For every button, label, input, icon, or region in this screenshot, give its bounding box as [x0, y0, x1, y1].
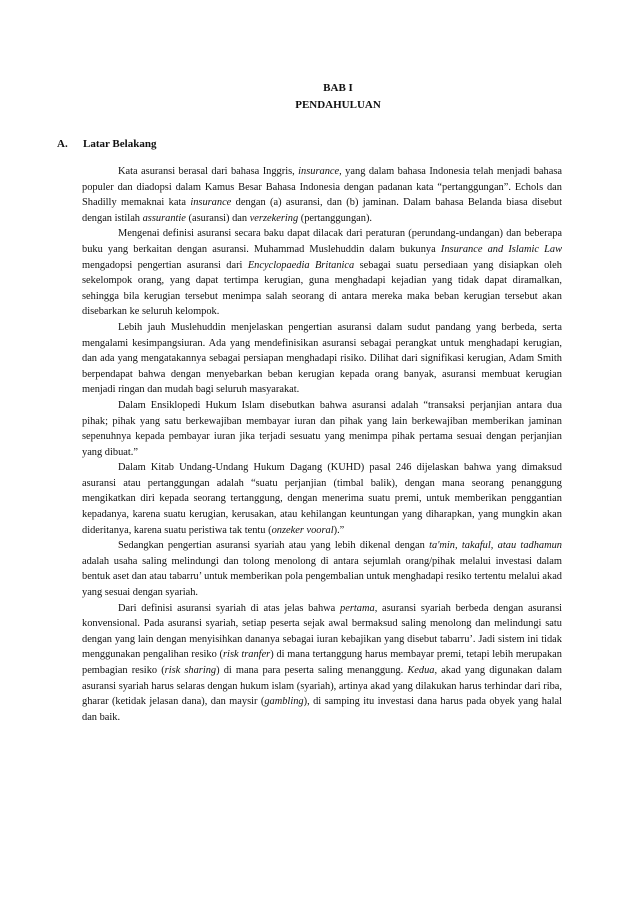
italic-term: risk sharing	[164, 665, 217, 676]
italic-term: Encyclopaedia Britanica	[247, 259, 355, 271]
text-run: Kata asuransi berasal dari bahasa Inggris,	[118, 166, 299, 177]
paragraph	[82, 320, 562, 398]
text-run: Dalam Kitab Undang-Undang Hukum Dagang (KUHD) pasal 246 dijelaskan bahwa yang dimaksud asuransi atau pertanggungan adalah “suatu perjanjian (timbal balik), dengan mana seorang penanggung mengikatkan diri kepada seorang tertanggung, dengan menerima suatu premi, untuk memberikan penggantian kepadanya, karena suatu kerugian, kerusakan, atau kehilangan keuntungan yang diharapkan, yang mungkin akan dideritanya, karena suatu peristiwa tak tentu (	[82, 462, 562, 536]
text-run: dengan (a) asuransi, dan (b) jaminan. Dalam bahasa Belanda biasa disebut dengan istilah	[82, 197, 563, 224]
text-run: sebagai suatu persediaan yang disiapkan oleh sekelompok orang, yang dapat tertimpa kerugian, guna menghadapi kejadian yang tidak dapat diramalkan, sehingga bila kerugian tersebut menimpa salah seorang di antara mereka maka beban kerugian tersebut akan disebarkan ke seluruh kelompok.	[82, 259, 562, 318]
text-run: Dalam Ensiklopedi Hukum Islam disebutkan bahwa asuransi adalah “transaksi perjanjian antara dua pihak; pihak yang satu berkewajiban membayar iuran dan pihak yang lain berkewajiban memberikan jaminan sepenuhnya kepada pembayar iuran jika terjadi sesuatu yang menimpa pihak pertama sesuai dengan perjanjian yang dibuat.”	[82, 399, 562, 458]
italic-term: verzekering	[249, 212, 299, 224]
section-heading	[57, 138, 156, 150]
text-run: Mengenai definisi asuransi secara baku dapat dilacak dari peraturan (perundang-undangan) dan beberapa buku yang berkaitan dengan asuransi. Muhammad Muslehuddin dalam bukunya	[82, 228, 562, 255]
paragraph	[82, 601, 562, 726]
chapter-number: BAB I	[323, 82, 353, 94]
text-run: adalah usaha saling melindungi dan tolong menolong di antara sejumlah orang/pihak melalui investasi dalam bentuk aset dan atau tabarru’ untuk memberikan pola pengembalian untuk menghadapi resiko tertentu melalui akad yang sesuai dengan syariah.	[82, 555, 562, 599]
text-run: (asuransi) dan	[185, 212, 250, 224]
italic-term: pertama	[340, 602, 375, 614]
text-run: ) di mana tertanggung harus membayar premi, tetapi lebih merupakan pembagian resiko (	[82, 649, 562, 676]
text-run: Dari definisi asuransi syariah di atas jelas bahwa	[118, 602, 341, 614]
text-run: mengadopsi pengertian asuransi dari	[82, 259, 248, 271]
body-text	[82, 164, 562, 725]
paragraph	[82, 398, 562, 460]
text-run: , asuransi syariah berbeda dengan asuransi konvensional. Pada asuransi syariah, setiap peserta sejak awal bermaksud saling menolong dan melindungi satu dengan yang lain dengan menyisihkan dananya sebagai iuran kebajikan yang disebut tabarru’. Jadi sistem ini tidak menggunakan pengalihan resiko (	[82, 602, 562, 661]
section-number: A.	[57, 138, 68, 150]
text-run: ), di samping itu investasi dana harus pada obyek yang halal dan baik.	[82, 696, 562, 723]
italic-term: risk tranfer	[223, 649, 271, 661]
text-run: (pertanggungan).	[298, 212, 373, 224]
text-run: yang dalam bahasa Indonesia telah menjadi bahasa populer dan diadopsi dalam Kamus Besar Bahasa Indonesia dengan padanan kata “pertanggungan”. Echols dan Shadilly memaknai kata	[82, 166, 562, 209]
italic-term: Kedua	[407, 665, 435, 676]
paragraph	[82, 538, 562, 600]
paragraph	[82, 226, 562, 320]
italic-term: assurantie	[142, 212, 186, 224]
text-run: Lebih jauh Muslehuddin menjelaskan pengertian asuransi dalam sudut pandang yang berbeda, serta mengalami kesimpangsiuran. Ada yang mendefinisikan asuransi sebagai perangkat untuk menghadapi kerugian, dan ada yang mengatakannya sebagai persiapan menghadapi risiko. Dilihat dari signifikasi kerugian, Adam Smith berpendapat bahwa dengan menyebarkan beban kerugian kepada orang banyak, asuransi membuat kerugian menjadi ringan dan mudah bagi seluruh masyarakat.	[82, 321, 562, 396]
italic-term: gambling	[264, 696, 304, 708]
section-title: Latar Belakang	[83, 138, 157, 150]
paragraph	[82, 460, 562, 538]
italic-term: onzeker vooral	[271, 524, 334, 536]
italic-term: insurance,	[298, 166, 342, 177]
chapter-heading	[0, 80, 638, 114]
italic-term: insurance	[190, 197, 232, 209]
text-run: ) di mana para peserta saling menanggung.	[216, 665, 408, 676]
paragraph	[82, 164, 562, 226]
italic-term: ta'min, takaful, atau tadhamun	[429, 540, 562, 552]
text-run: ).”	[333, 524, 345, 536]
italic-term: Insurance and Islamic Law	[440, 243, 562, 255]
text-run: Sedangkan pengertian asuransi syariah atau yang lebih dikenal dengan	[118, 540, 430, 552]
chapter-title: PENDAHULUAN	[295, 99, 381, 111]
text-run: , akad yang digunakan dalam asuransi syariah harus selaras dengan hukum islam (syariah), artinya akad yang dilakukan harus terhindar dari riba, gharar (ketidak jelasan dana), dan maysir (	[82, 665, 562, 708]
